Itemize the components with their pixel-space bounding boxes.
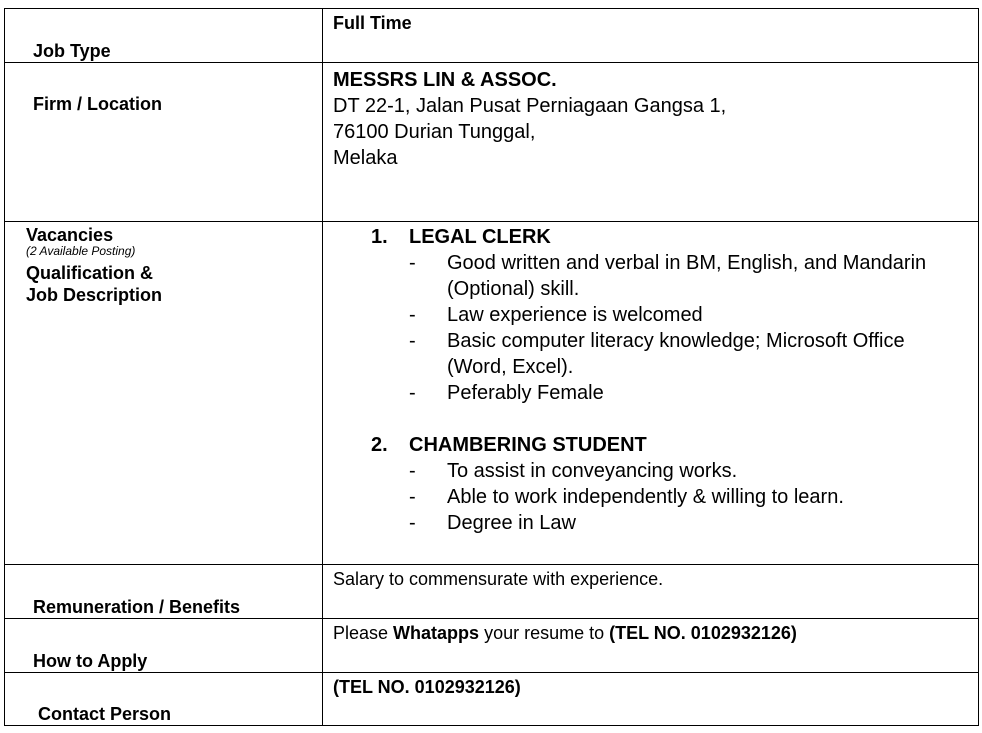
dash-marker: -	[409, 252, 416, 274]
apply-prefix: Please	[333, 623, 394, 643]
list-item	[323, 510, 978, 536]
job-description-label: Job Description	[26, 285, 163, 305]
bullet-text: Law experience is welcomed	[447, 304, 703, 326]
apply-method: Whatapps	[393, 623, 480, 643]
job-details-table	[4, 8, 979, 726]
bullet-text: Basic computer literacy knowledge; Microsoft Office (Word, Excel).	[447, 330, 905, 378]
bullet-text: Able to work independently & willing to learn.	[447, 486, 844, 508]
apply-value-cell	[323, 619, 979, 673]
vacancies-value-cell	[323, 222, 979, 565]
bullet-text: To assist in conveyancing works.	[447, 460, 738, 482]
firm-name: MESSRS LIN & ASSOC.	[333, 69, 557, 91]
firm-label-cell	[5, 63, 323, 222]
bullet-text: Degree in Law	[447, 512, 576, 534]
dash-marker: -	[409, 512, 416, 534]
apply-middle: your resume to	[479, 623, 610, 643]
apply-value	[323, 619, 978, 645]
job-type-value-cell	[323, 9, 979, 63]
job-number: 2.	[371, 434, 388, 456]
firm-label: Firm / Location	[33, 94, 163, 114]
job-title-legal-clerk	[323, 224, 978, 250]
list-item	[323, 484, 978, 510]
job-type-label-cell	[5, 9, 323, 63]
firm-value-cell	[323, 63, 979, 222]
dash-marker: -	[409, 382, 416, 404]
firm-address-line-1: DT 22-1, Jalan Pusat Perniagaan Gangsa 1,	[333, 95, 727, 117]
row-firm	[5, 63, 979, 222]
dash-marker: -	[409, 460, 416, 482]
list-item	[323, 250, 978, 302]
qualification-label: Qualification &	[26, 263, 154, 283]
apply-label: How to Apply	[33, 651, 148, 671]
vacancies-note: (2 Available Posting)	[26, 244, 136, 258]
row-job-type	[5, 9, 979, 63]
apply-label-cell	[5, 619, 323, 673]
job-title-chambering-student	[323, 432, 978, 458]
contact-label: Contact Person	[38, 704, 172, 724]
bullet-text: Peferably Female	[447, 382, 604, 404]
dash-marker: -	[409, 304, 416, 326]
dash-marker: -	[409, 330, 416, 352]
remuneration-label: Remuneration / Benefits	[33, 597, 241, 617]
dash-marker: -	[409, 486, 416, 508]
job-type-label: Job Type	[33, 41, 111, 61]
job-type-value: Full Time	[333, 13, 412, 33]
contact-value-cell	[323, 673, 979, 726]
remuneration-value: Salary to commensurate with experience.	[333, 569, 664, 589]
row-contact	[5, 673, 979, 726]
firm-address-line-2: 76100 Durian Tunggal,	[333, 121, 536, 143]
contact-label-cell	[5, 673, 323, 726]
job-title-text: LEGAL CLERK	[409, 226, 551, 248]
contact-value: (TEL NO. 0102932126)	[333, 677, 521, 697]
remuneration-label-cell	[5, 565, 323, 619]
row-remuneration	[5, 565, 979, 619]
list-item	[323, 458, 978, 484]
firm-address-line-3: Melaka	[333, 147, 398, 169]
row-vacancies	[5, 222, 979, 565]
job-title-text: CHAMBERING STUDENT	[409, 434, 647, 456]
list-item	[323, 302, 978, 328]
bullet-text: Good written and verbal in BM, English, and Mandarin (Optional) skill.	[447, 252, 927, 300]
row-apply	[5, 619, 979, 673]
vacancies-label: Vacancies	[26, 225, 114, 245]
vacancies-label-cell	[5, 222, 323, 565]
list-item	[323, 380, 978, 406]
job-number: 1.	[371, 226, 388, 248]
remuneration-value-cell	[323, 565, 979, 619]
apply-phone: (TEL NO. 0102932126)	[609, 623, 797, 643]
list-item	[323, 328, 978, 380]
